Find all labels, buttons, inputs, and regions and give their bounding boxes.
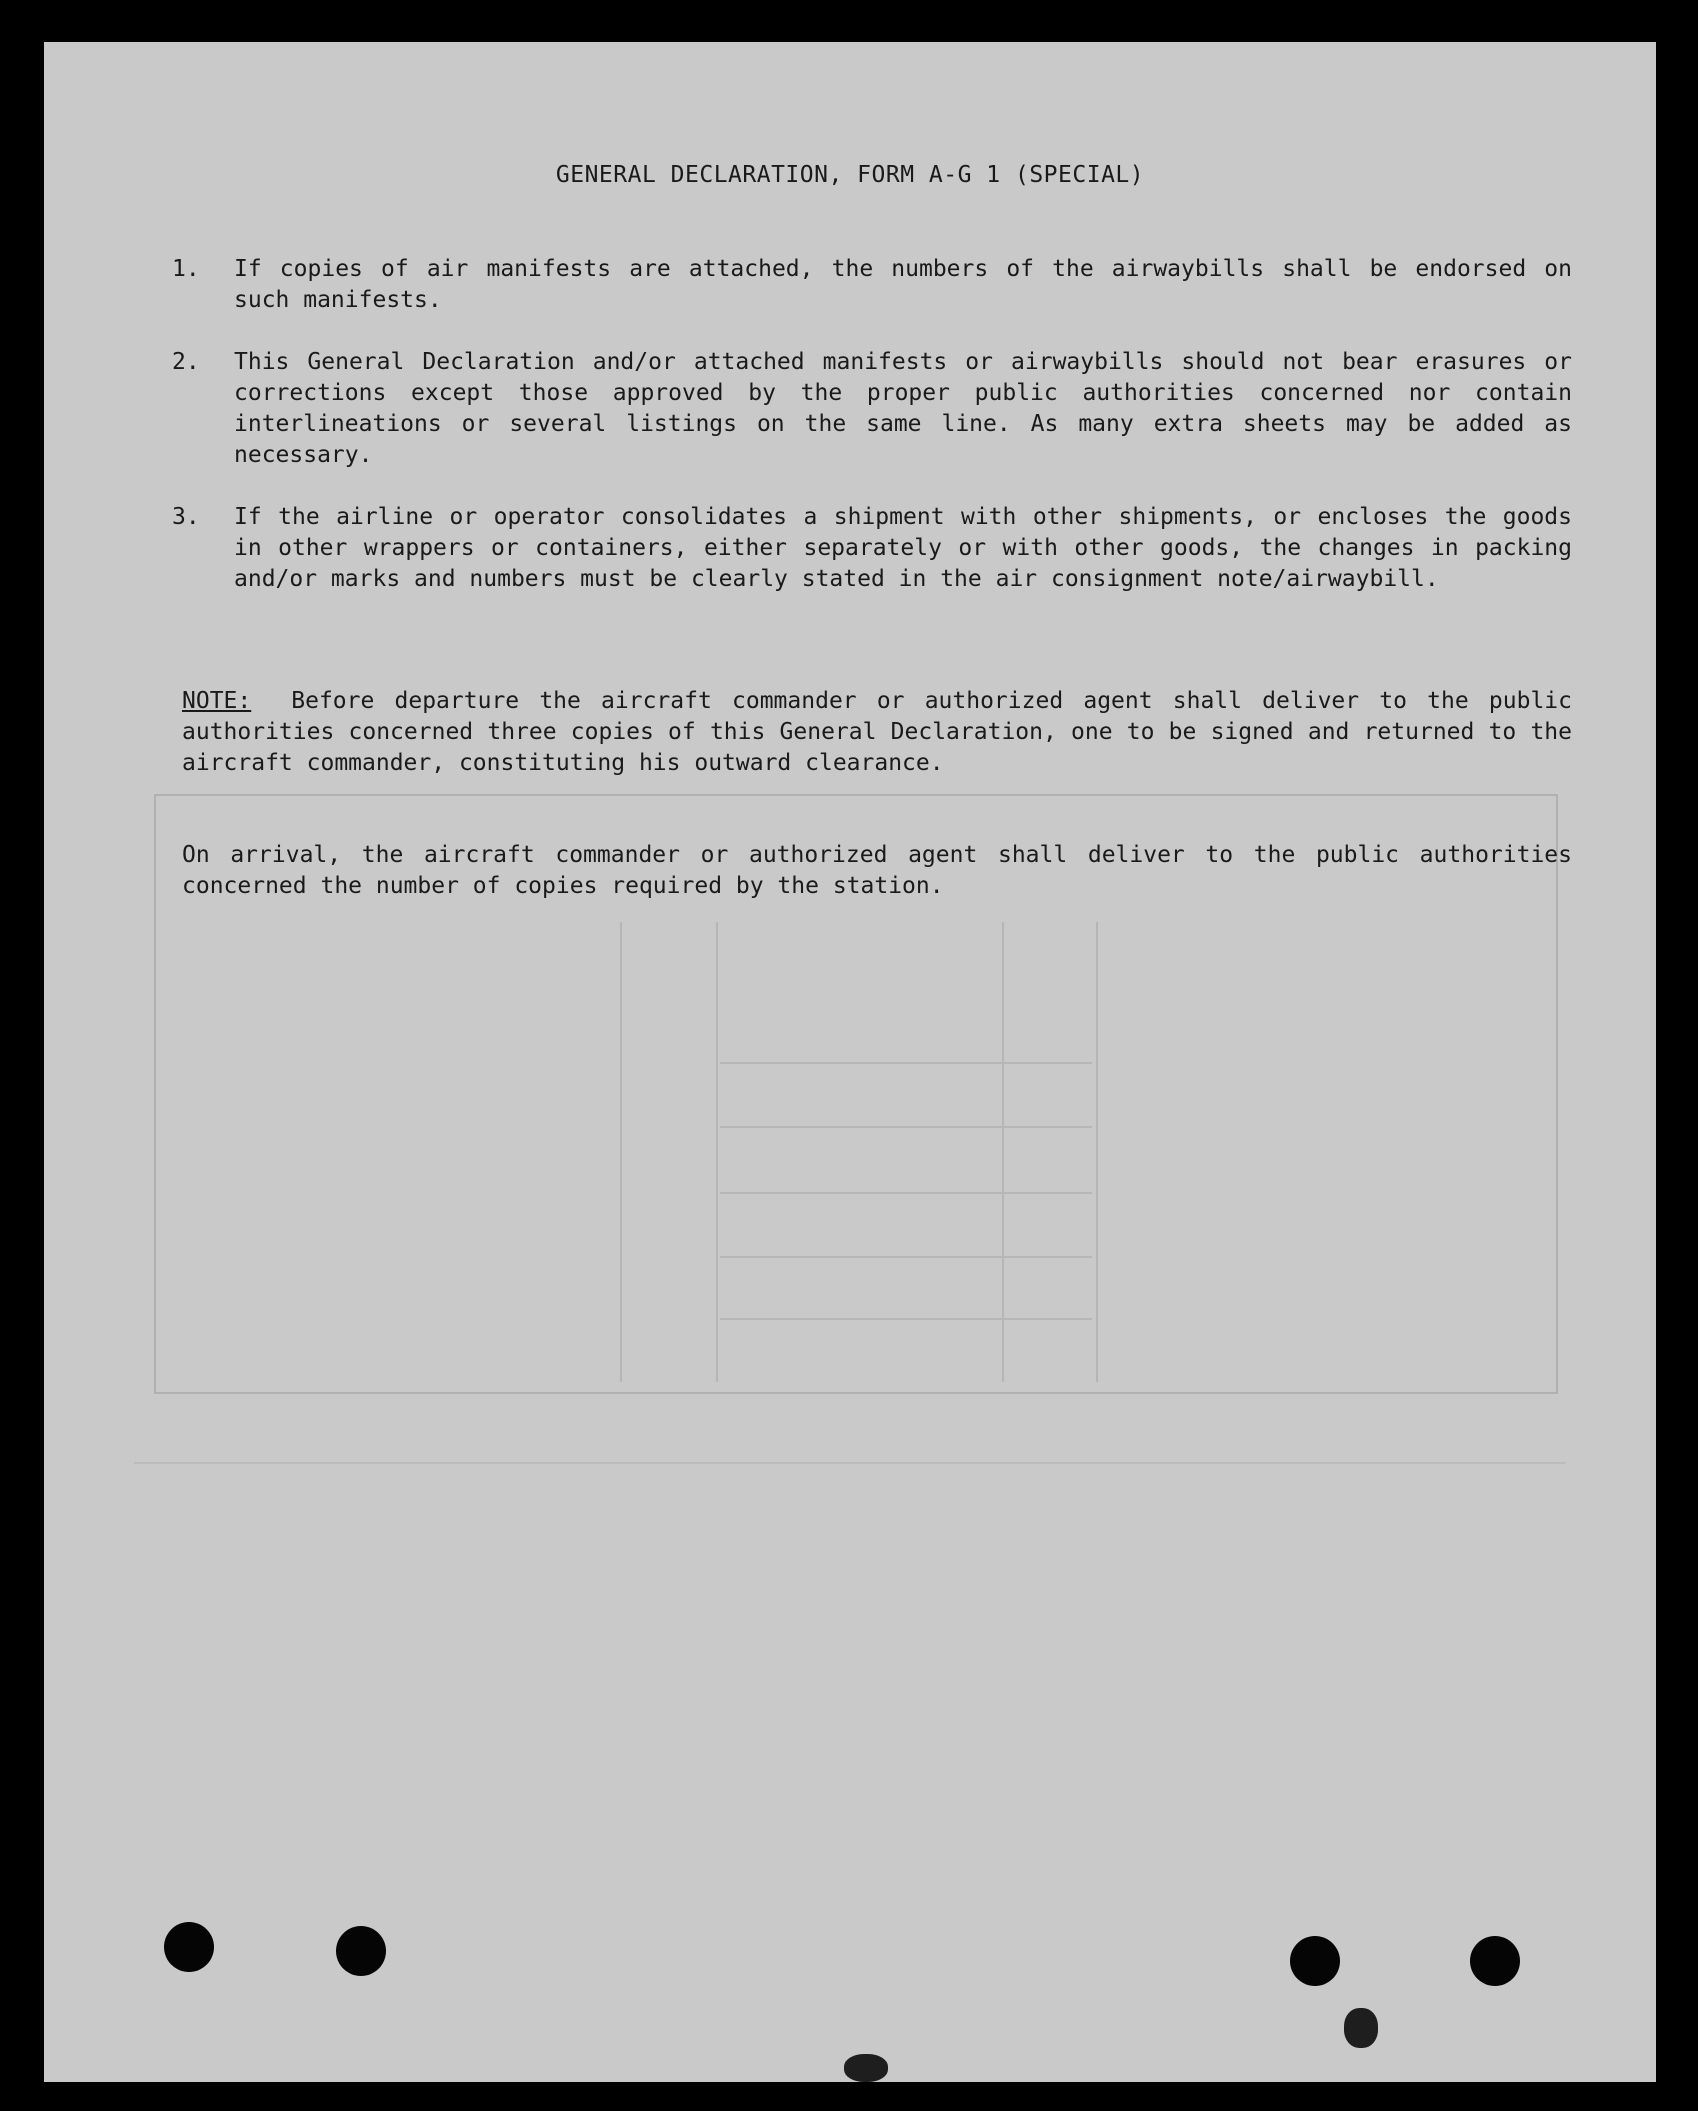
ink-smudge (844, 2054, 888, 2082)
show-through-rule (720, 1126, 1092, 1128)
punch-hole (1470, 1936, 1520, 1986)
item-text: This General Declaration and/or attached manifests or airwaybills should not bear erasures or corrections except those approved by the proper public authorities concerned nor contain interlineations or several listings on the same line. As many extra sheets may be added as necessary. (234, 349, 1572, 468)
item-number: 1. (172, 256, 200, 282)
show-through-rule (720, 1062, 1092, 1064)
punch-hole (336, 1926, 386, 1976)
show-through-rule (134, 1462, 1566, 1464)
document-page (44, 42, 1656, 2082)
show-through-rule (720, 1192, 1092, 1194)
item-text: If the airline or operator consolidates a shipment with other shipments, or encloses the goods in other wrappers or containers, either separately or with other goods, the changes in packing and/or marks and numbers must be clearly stated in the air consignment note/airwaybill. (234, 504, 1572, 592)
instruction-item-1 (172, 254, 1572, 316)
show-through-rule (720, 1318, 1092, 1320)
show-through-rule (620, 922, 622, 1382)
arrival-paragraph (182, 840, 1572, 902)
note-label: NOTE: (182, 688, 252, 714)
punch-hole (1290, 1936, 1340, 1986)
instruction-item-3 (172, 502, 1572, 595)
show-through-rule (1002, 922, 1004, 1382)
show-through-rule (720, 1256, 1092, 1258)
ink-smudge (1344, 2008, 1378, 2048)
instruction-item-2 (172, 347, 1572, 471)
item-text: If copies of air manifests are attached, the numbers of the airwaybills shall be endorsed on such manifests. (234, 256, 1572, 313)
punch-hole (164, 1922, 214, 1972)
note-text: Before departure the aircraft commander or authorized agent shall deliver to the public authorities concerned three copies of this General Declaration, one to be signed and returned to the aircraft commander, constituting his outward clearance. (182, 688, 1572, 776)
show-through-rule (716, 922, 718, 1382)
item-number: 3. (172, 504, 200, 530)
item-number: 2. (172, 349, 200, 375)
form-title: GENERAL DECLARATION, FORM A-G 1 (SPECIAL) (555, 162, 1145, 188)
note-paragraph (182, 686, 1572, 779)
arrival-text: On arrival, the aircraft commander or authorized agent shall deliver to the public authorities concerned the number of copies required by the station. (182, 842, 1572, 899)
show-through-rule (1096, 922, 1098, 1382)
